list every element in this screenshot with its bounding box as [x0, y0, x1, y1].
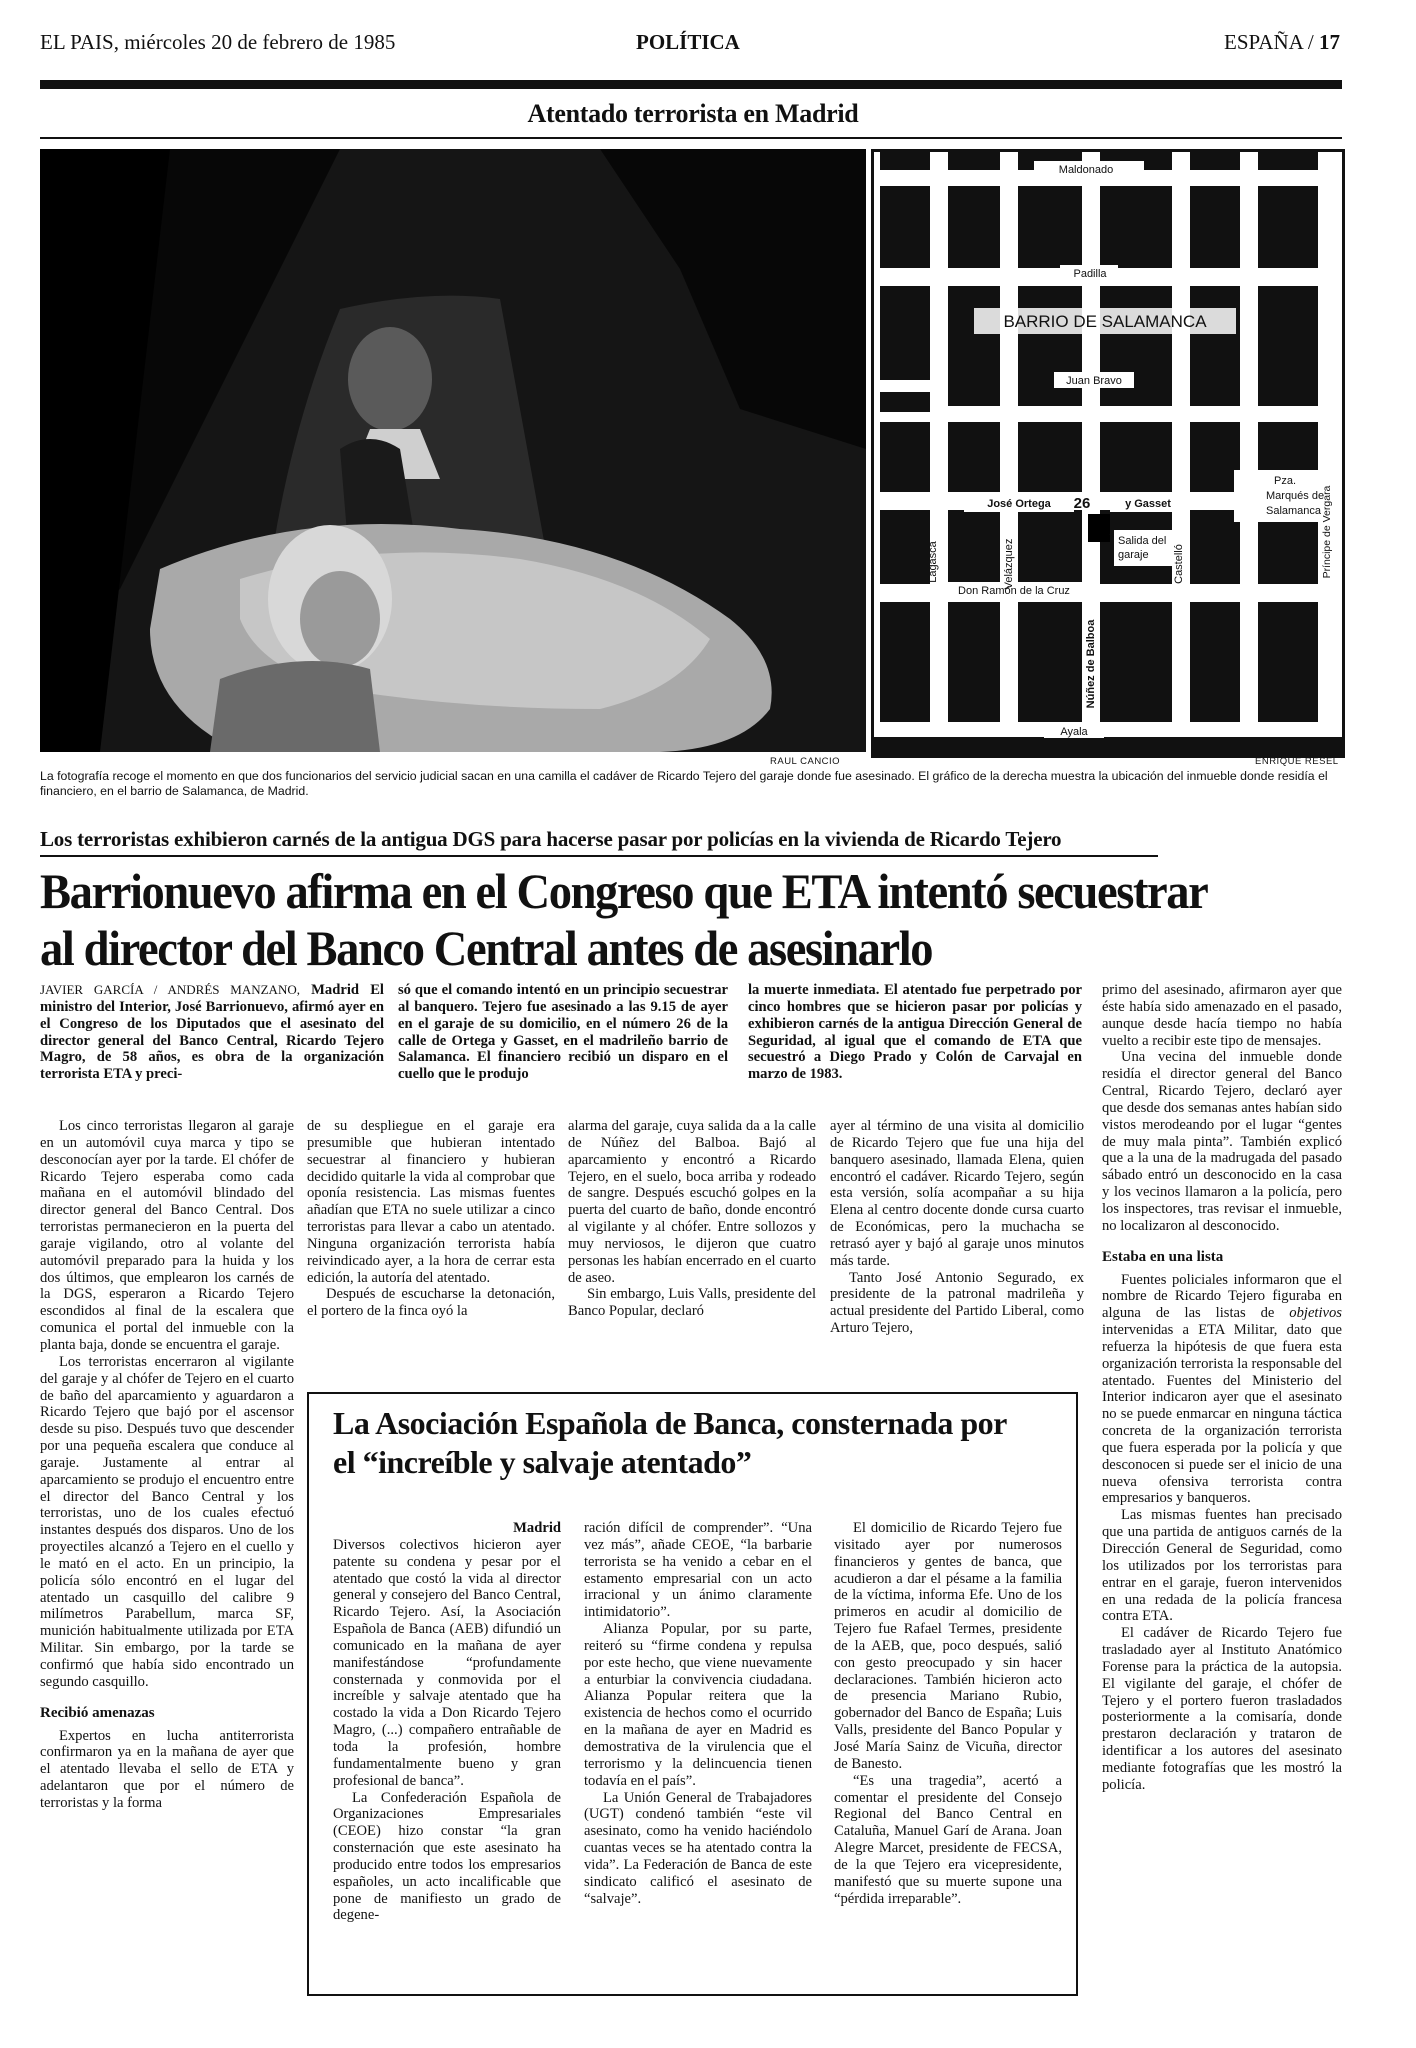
- subhead-estaba-en-una-lista: Estaba en una lista: [1102, 1248, 1224, 1265]
- street-don-ramon: Don Ramón de la Cruz: [958, 585, 1070, 597]
- photo-caption: La fotografía recoge el momento en que dos funcionarios del servicio judicial sacan en una camilla el cadáver de Ricardo Tejero del garaje donde fue asesinado. El gráfico de la derecha muestra la ubicación del inmueble donde residía el financiero, en el barrio de Salamanca, de Madrid.: [40, 769, 1328, 798]
- byline: JAVIER GARCÍA / ANDRÉS MANZANO,: [40, 982, 300, 997]
- plaza-label-1: Pza.: [1274, 475, 1297, 487]
- street-ayala: Ayala: [1060, 726, 1088, 738]
- street-grid: [874, 152, 1342, 755]
- paragraph: primo del asesinado, afirmaron ayer que éste había sido amenazado en el pasado, aunque desde hacía tiempo no había vuelto a recibir este tipo de mensajes.: [1102, 982, 1342, 1049]
- building-marker: [1088, 514, 1110, 542]
- paragraph: Los cinco terroristas llegaron al garaje en un automóvil cuya marca y tipo se desconocían ayer por la tarde. El chófer de Ricardo Tejero esperaba como cada mañana en el automóvil blindado del director general del Banco Central. Dos terroristas permanecieron en la puerta del garaje vigilando, otro al volante del automóvil preparado para la huida y los dos últimos, que emplearon los carnés de la DGS, esperaron a Ricardo Tejero escondidos al final de la escalera que comunica el portal del inmueble con la planta baja, donde se encuentra el garaje.: [40, 1118, 294, 1353]
- paragraph: Las mismas fuentes han precisado que una partida de antiguos carnés de la Dirección General de Seguridad, como los utilizados por los terroristas para entrar en el garaje, fueron intervenidos en una redada de la policía francesa contra ETA.: [1102, 1507, 1342, 1625]
- body-col-2: [307, 1118, 555, 1320]
- masthead-section: POLÍTICA: [636, 30, 740, 54]
- plaza-label-3: Salamanca: [1266, 505, 1322, 517]
- map-credit: ENRIQUE RESEL: [1255, 756, 1339, 767]
- box-headline-line-2: el “increíble y salvaje atentado”: [333, 1444, 752, 1480]
- paragraph: Tanto José Antonio Segurado, ex presidente de la patronal madrileña y actual presidente del Partido Liberal, como Arturo Tejero,: [830, 1269, 1084, 1337]
- page-number: 17: [1319, 30, 1340, 54]
- headline-line-1: Barrionuevo afirma en el Congreso que ETA intentó secuestrar: [40, 863, 1208, 919]
- paragraph: Fuentes policiales informaron que el nombre de Ricardo Tejero figuraba en alguna de las listas de objetivos intervenidas a ETA Militar, dato que refuerza la hipótesis de que fuera esta organización terrorista la responsable del atentado. Fuentes del Ministerio del Interior indicaron ayer que el asesinato no se puede enmarcar en ninguna táctica concreta de la organización terrorista que fuera esperada por la policía y que desconocen si puede ser el inicio de una nueva ofensiva terrorista contra empresarios y banqueros.: [1102, 1271, 1342, 1507]
- exit-label-2: garaje: [1118, 549, 1149, 561]
- exit-label-1: Salida del: [1118, 535, 1167, 547]
- street-y-gasset: y Gasset: [1125, 498, 1171, 510]
- lead-text-1: El ministro del Interior, José Barrionuevo, afirmó ayer en el Congreso de los Diputados que el asesinato del director general del Banco Central, Ricardo Tejero Magro, de 58 años, es obra de la organización terrorista ETA y preci-: [40, 982, 384, 1083]
- paragraph: Diversos colectivos hicieron ayer patente su condena y pesar por el atentado que costó la vida al director general y consejero del Banco Central, Ricardo Tejero. Así, la Asociación Española de Banca (AEB) difundió un comunicado en la mañana de ayer manifestándose “profundamente consternada y conmovida por el increíble y salvaje atentado que ha costado la vida a Don Ricardo Tejero Magro, (...) compañero entrañable de toda la profesión, hombre fundamentalmente bueno y gran profesional de banca”.: [333, 1536, 561, 1789]
- paragraph: Alianza Popular, por su parte, reiteró su “firme condena y repulsa por este hecho, que viene nuevamente a enturbiar la convivencia ciudadana. Alianza Popular reitera que la existencia de hechos como el ocurrido en la mañana de ayer en Madrid es demostrativa de la virulencia que el terrorismo y la delincuencia tienen todavía en el país”.: [584, 1621, 812, 1789]
- masthead-right-section: ESPAÑA: [1224, 30, 1303, 54]
- paragraph: Expertos en lucha antiterrorista confirmaron ya en la mañana de ayer que el atentado llevaba el sello de ETA y adelantaron que por el número de terroristas y la forma: [40, 1727, 294, 1811]
- paragraph: La Unión General de Trabajadores (UGT) condenó también “este vil asesinato, como ha venido haciéndolo cuantas veces se ha atentado contra la vida”. La Federación de Banca de este sindicato calificó el asesinato de “salvaje”.: [584, 1789, 812, 1907]
- paragraph: Los terroristas encerraron al vigilante del garaje y al chófer de Tejero en el cuarto de baño del aparcamiento y aguardaron a Ricardo Tejero que bajó por el ascensor desde su piso. Después tuvo que descender por una pequeña escalera que conduce al garaje. Justamente al entrar al aparcamiento se produjo el encuentro entre el director del Banco Central y los terroristas, uno de los cuales efectuó instantes después dos disparos. Uno de los proyectiles alcanzó a Tejero en el cuello y le mató en el acto. En un principio, la policía sólo encontró en el lugar del atentado un casquillo del calibre 9 milímetros Parabellum, marca SF, munición habitualmente utilizada por ETA Militar. Sin embargo, por la tarde se confirmó que había sido encontrado un segundo casquillo.: [40, 1353, 294, 1690]
- masthead-right-sep: /: [1307, 30, 1314, 54]
- street-nunez-balboa: Núñez de Balboa: [1085, 619, 1097, 709]
- street-number: 26: [1073, 495, 1091, 512]
- headline-line-2: al director del Banco Central antes de asesinarlo: [40, 920, 933, 976]
- section-title: Atentado terrorista en Madrid: [527, 99, 859, 128]
- photo-credit: RAUL CANCIO: [770, 756, 841, 767]
- lead-col-1: [40, 982, 384, 1083]
- body-col-3: [568, 1118, 816, 1320]
- paragraph: alarma del garaje, cuya salida da a la calle de Núñez del Balboa. Bajó al aparcamiento y encontró a Ricardo Tejero, en el suelo, boca arriba y rodeado de sangre. Después escuchó golpes en la puerta del cuarto de baño, donde encontró al vigilante y al chófer. Entre sollozos y muy nerviosos, le dijeron que cuatro personas les habían encerrado en el cuarto de aseo.: [568, 1118, 816, 1286]
- body-col-1: [40, 1118, 294, 1812]
- section-rule: [40, 137, 1342, 139]
- box-col-2: [584, 1520, 812, 1907]
- italic-word: objetivos: [1289, 1305, 1342, 1322]
- body-col-5: [1102, 982, 1342, 1794]
- box-dateline: Madrid: [513, 1520, 561, 1536]
- paragraph: Una vecina del inmueble donde residía el director general del Banco Central, Ricardo Tejero, declaró ayer que desde dos semanas antes habían sido vistos merodeando por el lugar “gentes de muy mala pinta”. También explicó que a la una de la madrugada del pasado sábado entró un desconocido en la casa y los vecinos llamaron a la policía, pero los inspectores, tras revisar el inmueble, no localizaron al desconocido.: [1102, 1049, 1342, 1234]
- subhead-recibio-amenazas: Recibió amenazas: [40, 1704, 155, 1721]
- kicker: Los terroristas exhibieron carnés de la antigua DGS para hacerse pasar por policías en la vivienda de Ricardo Tejero: [40, 827, 1062, 851]
- street-lagasca: Lagasca: [927, 541, 939, 583]
- street-juan-bravo: Juan Bravo: [1066, 375, 1122, 387]
- street-principe-vergara: Príncipe de Vergara: [1321, 485, 1333, 579]
- paragraph: Sin embargo, Luis Valls, presidente del Banco Popular, declaró: [568, 1286, 816, 1320]
- box-headline-line-1: La Asociación Española de Banca, consternada por: [333, 1405, 1007, 1441]
- paragraph: La Confederación Española de Organizaciones Empresariales (CEOE) hizo constar “la gran consternación que este asesinato ha producido entre todos los empresarios españoles, un acto incalificable que pone de manifiesto un grado de degene-: [333, 1789, 561, 1924]
- street-castello: Castelló: [1173, 544, 1185, 584]
- photo-illustration: [40, 149, 866, 752]
- paragraph: Después de escucharse la detonación, el portero de la finca oyó la: [307, 1286, 555, 1320]
- paragraph: de su despliegue en el garaje era presumible que hubieran intentado secuestrar al financiero y hubieran decidido quitarle la vida al comprobar que oponía resistencia. Las mismas fuentes añadían que ETA no suele utilizar a cinco terroristas para llevar a cabo un atentado. Ninguna organización terrorista había reivindicado ayer, a la hora de cerrar esta edición, la autoría del atentado.: [307, 1118, 555, 1286]
- dateline: Madrid: [311, 982, 359, 998]
- paragraph: El cadáver de Ricardo Tejero fue trasladado ayer al Instituto Anatómico Forense para la práctica de la autopsia. El vigilante del garaje, el chófer de Tejero y el portero fueron trasladados posteriormente a la comisaría, donde prestaron declaración y trataron de identificar a los autores del asesinato mediante fotografías que les mostró la policía.: [1102, 1625, 1342, 1793]
- street-velazquez: Velázquez: [1003, 538, 1015, 590]
- lead-col-2: só que el comando intentó en un principio secuestrar al banquero. Tejero fue asesinado a las 9.15 de ayer en el garaje de su domicilio, en el número 26 de la calle de Ortega y Gasset, en el madrileño barrio de Salamanca. El financiero recibió un disparo en el cuello que le produjo: [398, 982, 728, 1083]
- box-col-3: [834, 1520, 1062, 1907]
- district-label: BARRIO DE SALAMANCA: [1003, 312, 1207, 331]
- paragraph: ayer al término de una visita al domicilio de Ricardo Tejero que fue una hija del banquero asesinado, llamada Elena, quien encontró el cadáver. Ricardo Tejero, según esta versión, solía acompañar a su hija Elena al centro docente donde cursa cuarto de Económicas, pero la muchacha se retrasó ayer y bajó al garaje unos minutos más tarde.: [830, 1118, 1084, 1269]
- paragraph: El domicilio de Ricardo Tejero fue visitado ayer por numerosos financieros y gentes de banca, que acudieron a dar el pésame a la familia de la víctima, informa Efe. Uno de los primeros en acudir al domicilio de Tejero fue Rafael Termes, presidente de la AEB, que, poco después, salió con gesto preocupado y sin hacer declaraciones. También hicieron acto de presencia Mariano Rubio, gobernador del Banco de España; Luis Valls, presidente del Banco Popular y José María Sainz de Vicuña, director de Banesto.: [834, 1520, 1062, 1772]
- paragraph: “Es una tragedia”, acertó a comentar el presidente del Consejo Regional del Banco Central en Cataluña, Manuel Garí de Arana. Joan Alegre Marcet, presidente de FECSA, de la que Tejero era vicepresidente, manifestó que su muerte supone una “pérdida irreparable”.: [834, 1772, 1062, 1907]
- plaza-label-2: Marqués de: [1266, 490, 1325, 502]
- paragraph: ración difícil de comprender”. “Una vez más”, añade CEOE, “la barbarie terrorista se ha venido a cebar en el estamento empresarial con un acto irracional y un ánimo claramente intimidatorio”.: [584, 1520, 812, 1621]
- masthead-right: [1224, 30, 1340, 54]
- lead-col-3: la muerte inmediata. El atentado fue perpetrado por cinco hombres que se hicieron pasar por policías y exhibieron carnés de la antigua Dirección General de Seguridad, al igual que el comando de ETA que secuestró a Diego Prado y Colón de Carvajal en marzo de 1983.: [748, 982, 1082, 1083]
- street-maldonado: Maldonado: [1058, 164, 1114, 176]
- masthead-thick-rule: [40, 80, 1342, 89]
- news-photo: [40, 149, 866, 752]
- body-col-4: [830, 1118, 1084, 1337]
- street-jose-ortega: José Ortega: [987, 498, 1051, 510]
- location-map: [871, 149, 1345, 758]
- masthead-left: EL PAIS, miércoles 20 de febrero de 1985: [40, 30, 396, 54]
- box-col-1: [333, 1520, 561, 1924]
- street-padilla: Padilla: [1073, 268, 1107, 280]
- kicker-rule: [40, 855, 1158, 857]
